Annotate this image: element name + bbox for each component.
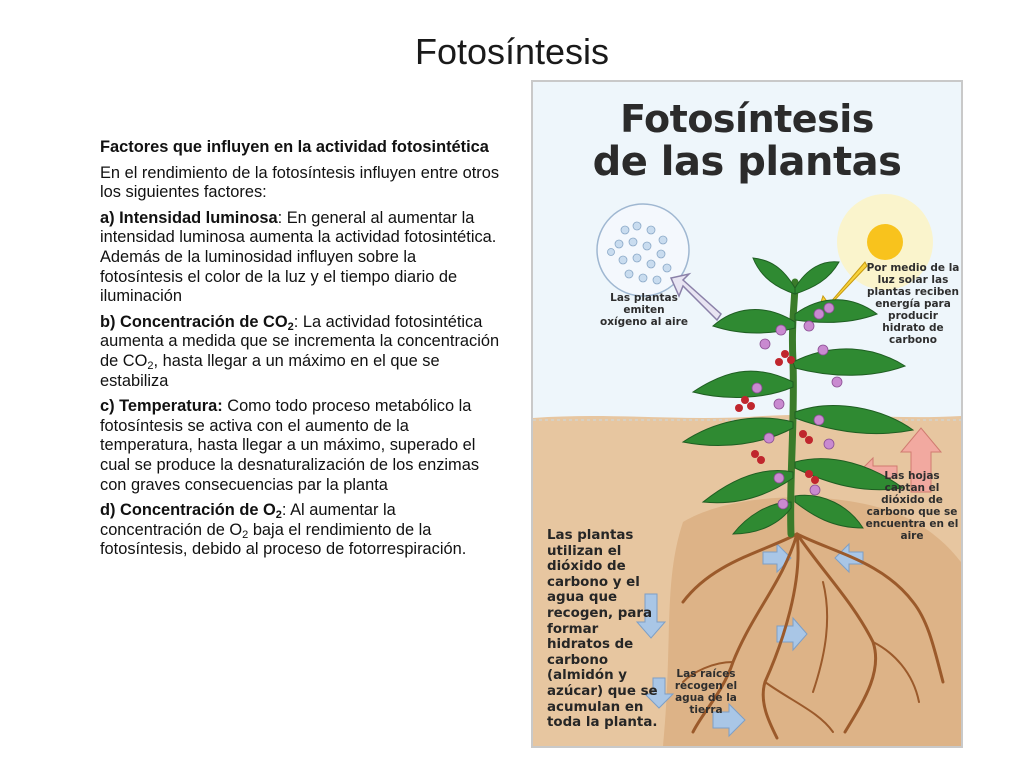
factor-c-paragraph: [100, 397, 500, 495]
factor-d-label: d) Concentración de $O_2$: [100, 501, 282, 522]
factor-b-label: b) Concentración de $CO_2$: [100, 312, 294, 333]
intro-paragraph: En el rendimiento de la fotosíntesis influyen entre otros los siguientes factores:: [100, 163, 500, 202]
factor-a-label: a) Intensidad luminosa: [100, 208, 278, 227]
poster-title-line1: Fotosíntesis: [620, 97, 874, 141]
factor-a-paragraph: [100, 209, 500, 307]
caption-sun: Por medio de la luz solar las plantas reciben energía para producir hidrato de carbono: [866, 262, 960, 346]
factor-c-text: Como todo proceso metabólico la fotosíntesis se activa con el aumento de la temperatura, hasta llegar a un máximo, superado el cual se produce la desnaturalización de los enzimas con graves consecuencias par la planta: [100, 397, 480, 494]
slide-title: Fotosíntesis: [414, 31, 610, 72]
caption-roots-water: Las raíces recogen el agua de la tierra: [674, 668, 738, 716]
sun-icon: [867, 224, 903, 260]
factor-b-paragraph: b) Concentración de $CO_2$: La actividad fotosintética aumenta a medida que se incrementa la concentración de $CO_2$, hasta llegar a un máximo en el que se estabiliza: [100, 312, 500, 390]
caption-leaves: Las hojas captan el dióxido de carbono que se encuentra en el aire: [865, 470, 959, 542]
factor-a-text: : En general al aumentar la intensidad luminosa aumenta la actividad fotosintética. Además de la luminosidad influyen sobre la fotosíntesis el color de la luz y el tiempo diario de iluminación: [100, 208, 497, 306]
caption-oxygen: Las plantas emiten oxígeno al aire: [600, 292, 688, 328]
poster-title-line2: de las plantas: [592, 139, 902, 185]
photosynthesis-poster: [531, 80, 963, 748]
body-text: [100, 138, 500, 566]
factors-heading: Factores que influyen en la actividad fotosintética: [100, 138, 489, 156]
caption-roots-main: Las plantas utilizan el dióxido de carbono y el agua que recogen, para formar hidratos de carbono (almidón y azúcar) que se acumulan en toda la planta.: [547, 528, 658, 731]
factor-d-paragraph: d) Concentración de $O_2$: Al aumentar la concentración de $O_2$ baja el rendimiento de la fotosíntesis, debido al proceso de fotorrespiración.: [100, 501, 467, 559]
factor-c-label: c) Temperatura:: [100, 397, 223, 416]
